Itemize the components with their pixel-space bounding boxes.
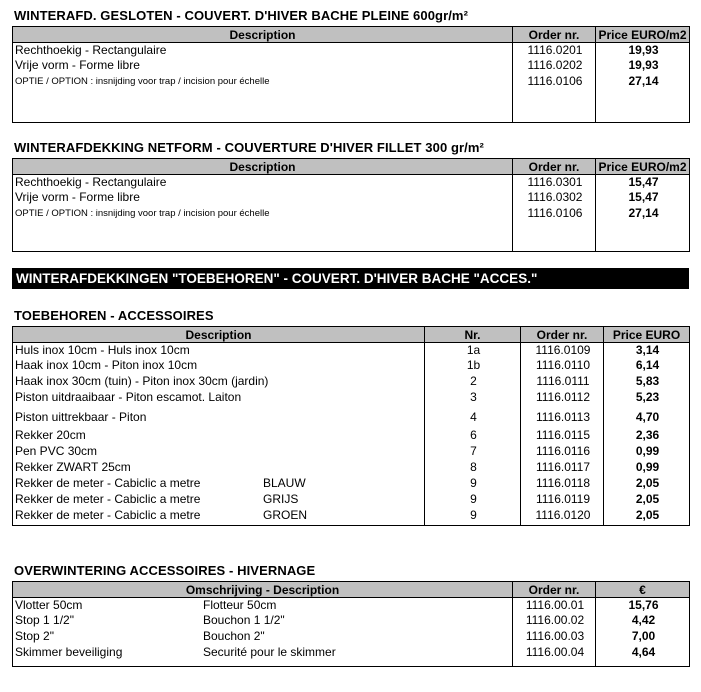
row-description (13, 428, 425, 444)
row-price: 2,05 (604, 508, 690, 526)
row-order-nr: 1116.00.04 (513, 645, 596, 667)
row-description (13, 390, 425, 410)
row-description: Rechthoekig - Rectangulaire (13, 175, 513, 190)
row-order-nr: 1116.0110 (521, 358, 604, 374)
section3-header-order: Order nr. (521, 327, 604, 343)
row-description (13, 645, 513, 667)
section2-header-price: Price EURO/m2 (596, 159, 690, 175)
row-nr: 9 (425, 492, 521, 508)
row-order-nr: 1116.0113 (521, 410, 604, 428)
row-order-nr: 1116.0111 (521, 374, 604, 390)
row-price: 7,00 (596, 629, 690, 645)
row-description-fr: Securité pour le skimmer (203, 644, 336, 659)
row-price: 5,23 (604, 390, 690, 410)
section2-title: WINTERAFDEKKING NETFORM - COUVERTURE D'HIVER FILLET 300 gr/m² (14, 140, 484, 155)
accessories-banner: WINTERAFDEKKINGEN "TOEBEHOREN" - COUVERT. D'HIVER BACHE "ACCES." (12, 268, 689, 289)
table-row (13, 43, 690, 58)
table-row (13, 508, 690, 526)
row-order-nr: 1116.0119 (521, 492, 604, 508)
table-row (13, 175, 690, 190)
row-price: 0,99 (604, 444, 690, 460)
table-row (13, 374, 690, 390)
row-description-text: Pen PVC 30cm (15, 443, 98, 458)
row-description: Vrije vorm - Forme libre (13, 58, 513, 74)
section3-table (12, 326, 690, 526)
row-price: 15,47 (596, 190, 690, 206)
row-description (13, 613, 513, 629)
section1-table (12, 26, 690, 123)
row-price: 15,47 (596, 175, 690, 190)
table-row (13, 428, 690, 444)
row-nr: 2 (425, 374, 521, 390)
table-row (13, 358, 690, 374)
table-row (13, 444, 690, 460)
row-description (13, 508, 425, 526)
row-description-fr: Bouchon 2" (203, 628, 265, 643)
row-description-text: Rekker de meter - Cabiclic a metre (15, 491, 201, 506)
row-description-text: Piston uittrekbaar - Piton (15, 409, 147, 424)
row-description-fr: Bouchon 1 1/2" (203, 612, 285, 627)
section3-header-nr: Nr. (425, 327, 521, 343)
row-description: OPTIE / OPTION : insnijding voor trap / incision pour échelle (13, 74, 513, 123)
row-price: 6,14 (604, 358, 690, 374)
row-order-nr: 1116.0202 (513, 58, 596, 74)
row-description (13, 444, 425, 460)
row-price: 19,93 (596, 58, 690, 74)
table-row (13, 343, 690, 358)
row-order-nr: 1116.00.01 (513, 598, 596, 613)
row-order-nr: 1116.0201 (513, 43, 596, 58)
row-description (13, 460, 425, 476)
row-color: GROEN (263, 507, 308, 522)
section2-header-order: Order nr. (513, 159, 596, 175)
row-description (13, 410, 425, 428)
row-description-text: Rekker de meter - Cabiclic a metre (15, 507, 201, 522)
table-row (13, 598, 690, 613)
row-description (13, 492, 425, 508)
row-price: 3,14 (604, 343, 690, 358)
row-price: 4,70 (604, 410, 690, 428)
row-description-nl: Skimmer beveiliging (15, 644, 123, 659)
row-order-nr: 1116.0109 (521, 343, 604, 358)
section3-title: TOEBEHOREN - ACCESSOIRES (14, 308, 214, 323)
section4-table (12, 581, 690, 667)
row-order-nr: 1116.0106 (513, 74, 596, 123)
section3-header-description: Description (13, 327, 425, 343)
row-nr: 6 (425, 428, 521, 444)
row-price: 4,64 (596, 645, 690, 667)
row-price: 4,42 (596, 613, 690, 629)
row-description-text: Piston uitdraaibaar - Piton escamot. Laiton (15, 389, 242, 404)
row-description: Vrije vorm - Forme libre (13, 190, 513, 206)
table-row (13, 390, 690, 410)
row-price: 2,05 (604, 476, 690, 492)
row-order-nr: 1116.0117 (521, 460, 604, 476)
table-row (13, 476, 690, 492)
row-description-text: Rekker ZWART 25cm (15, 459, 131, 474)
section1-header-description: Description (13, 27, 513, 43)
row-nr: 7 (425, 444, 521, 460)
table-row (13, 492, 690, 508)
row-order-nr: 1116.0112 (521, 390, 604, 410)
section2-header-row (13, 159, 690, 175)
row-color: GRIJS (263, 491, 299, 506)
section1-header-order: Order nr. (513, 27, 596, 43)
row-description-nl: Vlotter 50cm (15, 598, 83, 612)
row-description (13, 358, 425, 374)
table-row (13, 629, 690, 645)
section4-header-description: Omschrijving - Description (13, 582, 513, 598)
row-description-nl: Stop 2" (15, 628, 54, 643)
row-nr: 1b (425, 358, 521, 374)
row-description: OPTIE / OPTION : insnijding voor trap / incision pour échelle (13, 206, 513, 252)
table-row (13, 645, 690, 667)
section3-header-row (13, 327, 690, 343)
row-description-text: Haak inox 30cm (tuin) - Piton inox 30cm (jardin) (15, 373, 269, 388)
section2-table (12, 158, 690, 252)
row-nr: 8 (425, 460, 521, 476)
row-color: BLAUW (263, 475, 306, 490)
row-price: 27,14 (596, 74, 690, 123)
row-nr: 9 (425, 476, 521, 492)
row-description (13, 629, 513, 645)
row-price: 2,05 (604, 492, 690, 508)
section4-header-order: Order nr. (513, 582, 596, 598)
row-price: 0,99 (604, 460, 690, 476)
table-row (13, 58, 690, 74)
row-order-nr: 1116.0120 (521, 508, 604, 526)
row-description (13, 598, 513, 613)
section2-header-description: Description (13, 159, 513, 175)
section4-title: OVERWINTERING ACCESSOIRES - HIVERNAGE (14, 563, 316, 578)
row-order-nr: 1116.0301 (513, 175, 596, 190)
row-nr: 4 (425, 410, 521, 428)
table-row (13, 74, 690, 123)
row-price: 5,83 (604, 374, 690, 390)
row-description (13, 374, 425, 390)
row-description (13, 343, 425, 358)
section4-header-row (13, 582, 690, 598)
row-price: 2,36 (604, 428, 690, 444)
row-order-nr: 1116.0115 (521, 428, 604, 444)
row-order-nr: 1116.0118 (521, 476, 604, 492)
row-description-nl: Stop 1 1/2" (15, 612, 74, 627)
table-row (13, 190, 690, 206)
row-order-nr: 1116.0302 (513, 190, 596, 206)
row-order-nr: 1116.00.03 (513, 629, 596, 645)
table-row (13, 613, 690, 629)
row-nr: 1a (425, 343, 521, 358)
row-order-nr: 1116.00.02 (513, 613, 596, 629)
section1-header-row (13, 27, 690, 43)
section1-title: WINTERAFD. GESLOTEN - COUVERT. D'HIVER BACHE PLEINE 600gr/m² (14, 8, 469, 23)
section1-header-price: Price EURO/m2 (596, 27, 690, 43)
row-order-nr: 1116.0106 (513, 206, 596, 252)
row-nr: 9 (425, 508, 521, 526)
row-price: 19,93 (596, 43, 690, 58)
table-row (13, 460, 690, 476)
row-description (13, 476, 425, 492)
section4-header-price: € (596, 582, 690, 598)
row-price: 27,14 (596, 206, 690, 252)
row-description-text: Huls inox 10cm - Huls inox 10cm (15, 343, 190, 357)
table-row (13, 410, 690, 428)
table-row (13, 206, 690, 252)
row-nr: 3 (425, 390, 521, 410)
section3-header-price: Price EURO (604, 327, 690, 343)
row-price: 15,76 (596, 598, 690, 613)
row-description-text: Rekker 20cm (15, 427, 86, 442)
row-description-fr: Flotteur 50cm (203, 598, 277, 612)
row-description: Rechthoekig - Rectangulaire (13, 43, 513, 58)
row-order-nr: 1116.0116 (521, 444, 604, 460)
row-description-text: Rekker de meter - Cabiclic a metre (15, 475, 201, 490)
row-description-text: Haak inox 10cm - Piton inox 10cm (15, 357, 198, 372)
